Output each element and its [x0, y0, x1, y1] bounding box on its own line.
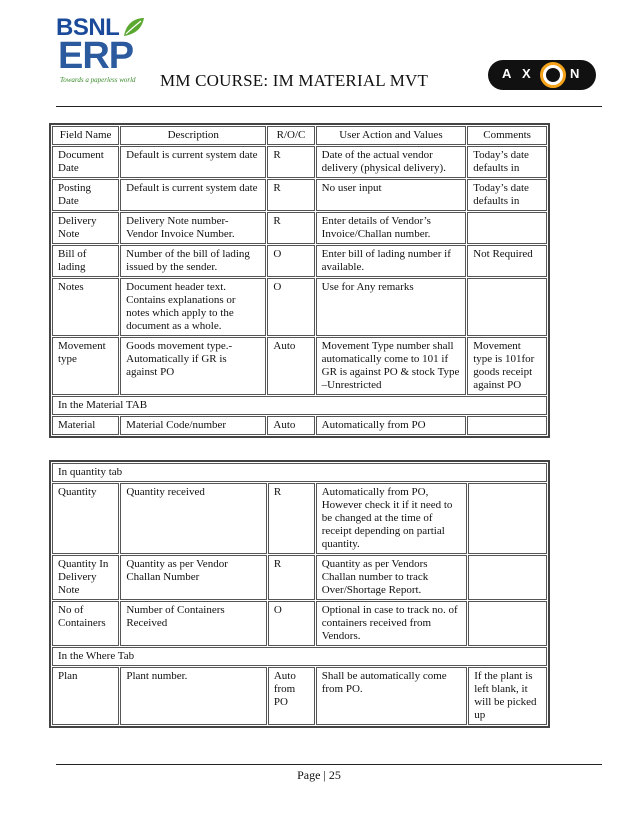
cell-field: Notes	[52, 278, 119, 336]
cell-roc: Auto	[267, 337, 314, 395]
cell-description: Delivery Note number- Vendor Invoice Number.	[120, 212, 266, 244]
cell-comments: Movement type is 101for goods receipt against PO	[467, 337, 547, 395]
cell-action: Automatically from PO	[316, 416, 467, 435]
cell-action: Quantity as per Vendors Challan number to track Over/Shortage Report.	[316, 555, 467, 600]
cell-roc: O	[267, 245, 314, 277]
cell-field: Delivery Note	[52, 212, 119, 244]
cell-field: Document Date	[52, 146, 119, 178]
cell-roc: R	[268, 555, 315, 600]
axon-letter-a: A	[502, 66, 512, 81]
field-table-item-tabs	[49, 460, 550, 728]
cell-field: Posting Date	[52, 179, 119, 211]
cell-roc: R	[267, 212, 314, 244]
cell-comments	[467, 416, 547, 435]
cell-field: Material	[52, 416, 119, 435]
cell-comments	[468, 555, 547, 600]
cell-comments	[467, 278, 547, 336]
cell-roc: R	[268, 483, 315, 554]
cell-description: Default is current system date	[120, 146, 266, 178]
table-row	[52, 212, 547, 244]
cell-field: Quantity	[52, 483, 119, 554]
bsnl-erp-logo	[56, 14, 156, 84]
cell-description: Goods movement type.- Automatically if GR is against PO	[120, 337, 266, 395]
document-title: MM COURSE: IM MATERIAL MVT	[160, 71, 429, 90]
section-row	[52, 463, 547, 482]
cell-action: Enter details of Vendor’s Invoice/Challan number.	[316, 212, 467, 244]
cell-roc: R	[267, 146, 314, 178]
cell-description: Quantity as per Vendor Challan Number	[120, 555, 267, 600]
cell-action: Date of the actual vendor delivery (physical delivery).	[316, 146, 467, 178]
page-number: Page | 25	[297, 768, 341, 782]
cell-action: Enter bill of lading number if available.	[316, 245, 467, 277]
cell-description: Quantity received	[120, 483, 267, 554]
cell-roc: O	[268, 601, 315, 646]
column-header: Comments	[467, 126, 547, 145]
section-row	[52, 396, 547, 415]
cell-roc: Auto	[267, 416, 314, 435]
cell-action: Use for Any remarks	[316, 278, 467, 336]
table-row	[52, 601, 547, 646]
logo-bsnl-text: BSNL	[56, 14, 120, 41]
cell-roc: O	[267, 278, 314, 336]
column-header: User Action and Values	[316, 126, 467, 145]
cell-comments	[468, 601, 547, 646]
cell-comments: Not Required	[467, 245, 547, 277]
field-table-header-tab	[49, 123, 550, 438]
cell-description: Default is current system date	[120, 179, 266, 211]
cell-comments	[468, 483, 547, 554]
table-row	[52, 416, 547, 435]
logo-erp-text: ERP	[58, 35, 134, 77]
cell-description: Plant number.	[120, 667, 267, 725]
cell-action: Automatically from PO, However check it if it need to be changed at the time of receipt depending on partial quantity.	[316, 483, 467, 554]
cell-description: Material Code/number	[120, 416, 266, 435]
table-row	[52, 483, 547, 554]
cell-action: Optional in case to track no. of containers received from Vendors.	[316, 601, 467, 646]
column-header: R/O/C	[267, 126, 314, 145]
table-row	[52, 555, 547, 600]
axon-letter-n: N	[570, 66, 580, 81]
cell-field: Plan	[52, 667, 119, 725]
cell-field: Quantity In Delivery Note	[52, 555, 119, 600]
logo-tagline: Towards a paperless world	[60, 76, 136, 84]
cell-comments: Today’s date defaults in	[467, 146, 547, 178]
column-header: Field Name	[52, 126, 119, 145]
cell-action: Shall be automatically come from PO.	[316, 667, 467, 725]
cell-roc: R	[267, 179, 314, 211]
table-row	[52, 278, 547, 336]
axon-letter-x: X	[522, 66, 531, 81]
cell-comments: Today’s date defaults in	[467, 179, 547, 211]
cell-field: Movement type	[52, 337, 119, 395]
footer-divider	[56, 764, 602, 765]
section-row	[52, 647, 547, 666]
table-row	[52, 146, 547, 178]
section-label-material-tab: In the Material TAB	[52, 396, 547, 415]
cell-action: No user input	[316, 179, 467, 211]
section-label-where-tab: In the Where Tab	[52, 647, 547, 666]
cell-description: Number of Containers Received	[120, 601, 267, 646]
cell-comments	[467, 212, 547, 244]
table-row	[52, 245, 547, 277]
cell-roc: Auto from PO	[268, 667, 315, 725]
cell-description: Number of the bill of lading issued by the sender.	[120, 245, 266, 277]
cell-action: Movement Type number shall automatically come to 101 if GR is against PO & stock Type –Unrestricted	[316, 337, 467, 395]
table-header-row	[52, 126, 547, 145]
page-header	[0, 0, 638, 110]
header-divider	[56, 106, 602, 107]
axon-o-ring-icon	[540, 62, 566, 88]
table-row	[52, 337, 547, 395]
table-row	[52, 667, 547, 725]
section-label-quantity-tab: In quantity tab	[52, 463, 547, 482]
cell-comments: If the plant is left blank, it will be picked up	[468, 667, 547, 725]
cell-field: No of Containers	[52, 601, 119, 646]
cell-field: Bill of lading	[52, 245, 119, 277]
table-row	[52, 179, 547, 211]
axon-logo	[488, 60, 596, 90]
column-header: Description	[120, 126, 266, 145]
cell-description: Document header text. Contains explanations or notes which apply to the document as a whole.	[120, 278, 266, 336]
